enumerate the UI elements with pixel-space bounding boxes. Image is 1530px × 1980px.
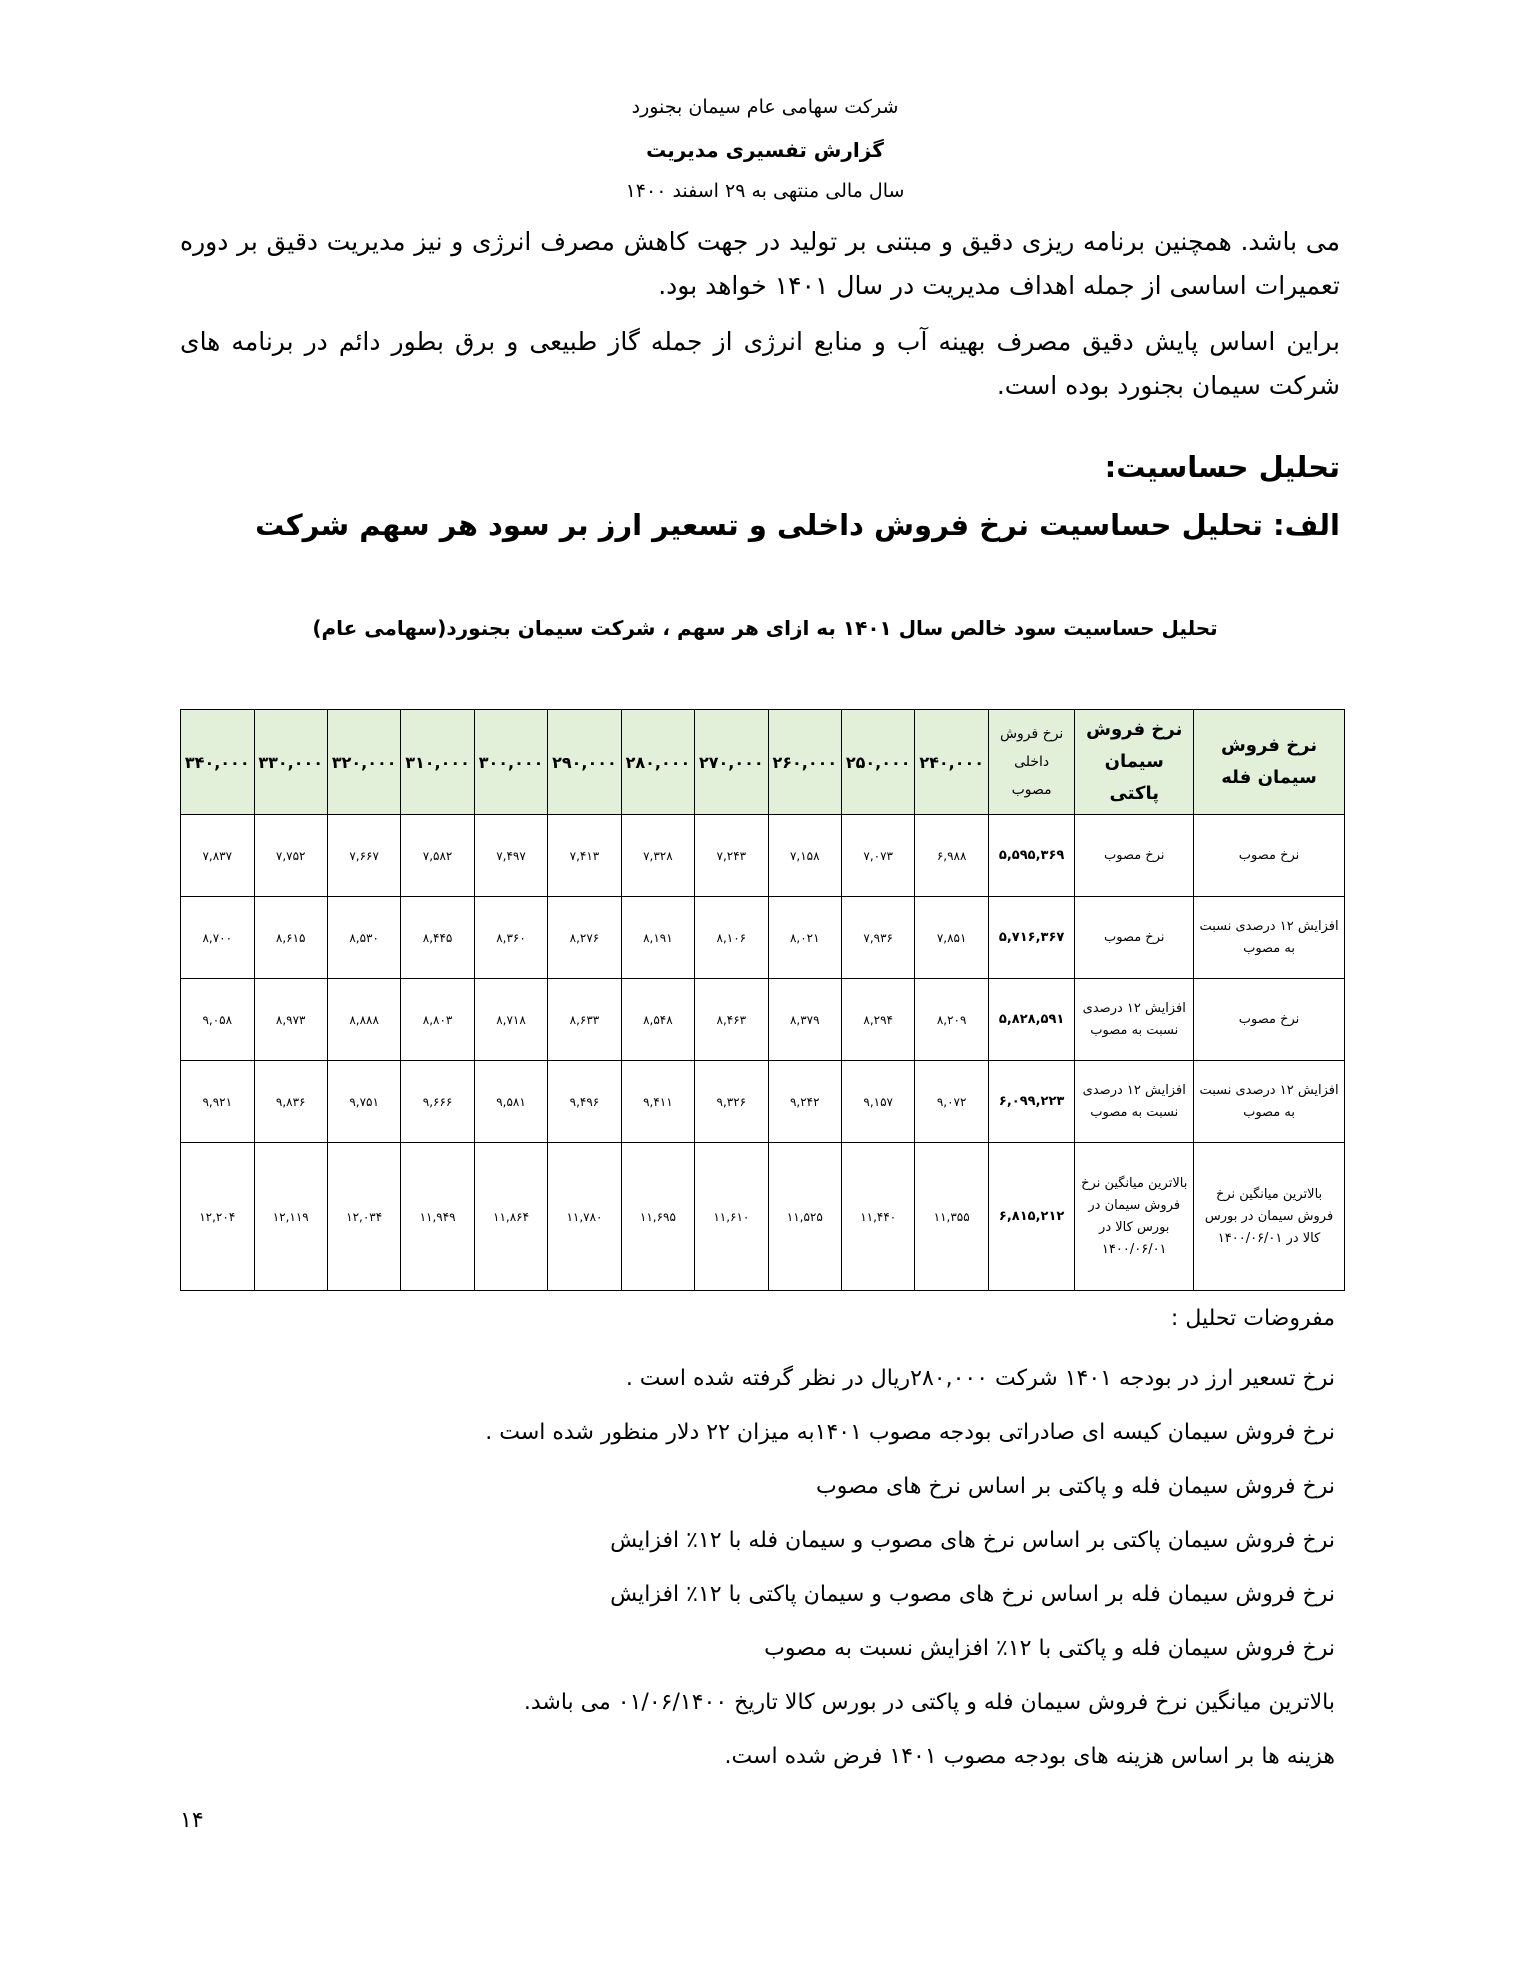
eps-cell: ۷,۷۵۲ <box>254 815 327 897</box>
eps-cell: ۸,۵۳۰ <box>327 897 400 979</box>
header-fx-rate: ۲۸۰,۰۰۰ <box>621 710 694 815</box>
eps-cell: ۸,۶۳۳ <box>548 979 621 1061</box>
eps-cell: ۸,۶۱۵ <box>254 897 327 979</box>
bulk-rate-cell: بالاترین میانگین نرخ فروش سیمان در بورس کالا در ۱۴۰۰/۰۶/۰۱ <box>1194 1143 1345 1291</box>
eps-cell: ۷,۳۲۸ <box>621 815 694 897</box>
section-heading: تحلیل حساسیت: <box>1104 450 1340 484</box>
eps-cell: ۹,۲۴۲ <box>768 1061 841 1143</box>
eps-cell: ۷,۲۴۳ <box>695 815 768 897</box>
eps-cell: ۷,۸۳۷ <box>181 815 255 897</box>
eps-cell: ۸,۲۰۹ <box>915 979 988 1061</box>
eps-cell: ۱۱,۹۴۹ <box>401 1143 474 1291</box>
eps-cell: ۸,۰۲۱ <box>768 897 841 979</box>
eps-cell: ۹,۴۱۱ <box>621 1061 694 1143</box>
eps-cell: ۱۱,۷۸۰ <box>548 1143 621 1291</box>
eps-cell: ۸,۷۰۰ <box>181 897 255 979</box>
eps-cell: ۸,۴۴۵ <box>401 897 474 979</box>
eps-cell: ۸,۵۴۸ <box>621 979 694 1061</box>
eps-cell: ۸,۸۸۸ <box>327 979 400 1061</box>
list-item: هزینه ها بر اساس هزینه های بودجه مصوب ۱۴۰۱ فرض شده است. <box>724 1744 1335 1769</box>
list-item: نرخ فروش سیمان فله و پاکتی بر اساس نرخ های مصوب <box>816 1474 1335 1499</box>
packed-rate-cell: افزایش ۱۲ درصدی نسبت به مصوب <box>1075 979 1194 1061</box>
packed-rate-cell: افزایش ۱۲ درصدی نسبت به مصوب <box>1075 1061 1194 1143</box>
table-row <box>181 1061 1345 1143</box>
header-fx-rate: ۲۷۰,۰۰۰ <box>695 710 768 815</box>
eps-cell: ۷,۴۹۷ <box>474 815 547 897</box>
domestic-rate-cell: ۵,۷۱۶,۳۶۷ <box>988 897 1075 979</box>
bulk-rate-cell: افزایش ۱۲ درصدی نسبت به مصوب <box>1194 1061 1345 1143</box>
table-caption: تحلیل حساسیت سود خالص سال ۱۴۰۱ به ازای هر سهم ، شرکت سیمان بجنورد(سهامی عام) <box>312 616 1218 640</box>
eps-cell: ۹,۰۵۸ <box>181 979 255 1061</box>
eps-cell: ۹,۵۸۱ <box>474 1061 547 1143</box>
eps-cell: ۷,۸۵۱ <box>915 897 988 979</box>
header-fx-rate: ۳۳۰,۰۰۰ <box>254 710 327 815</box>
eps-cell: ۹,۹۲۱ <box>181 1061 255 1143</box>
eps-cell: ۶,۹۸۸ <box>915 815 988 897</box>
header-fx-rate: ۳۲۰,۰۰۰ <box>327 710 400 815</box>
fiscal-period: سال مالی منتهی به ۲۹ اسفند ۱۴۰۰ <box>625 180 905 202</box>
eps-cell: ۷,۰۷۳ <box>842 815 915 897</box>
paragraph-resource-monitoring: براین اساس پایش دقیق مصرف بهینه آب و منابع انرژی از جمله گاز طبیعی و برق بطور دائم در برنامه های شرکت سیمان بجنورد بوده است. <box>180 327 1340 400</box>
eps-cell: ۹,۶۶۶ <box>401 1061 474 1143</box>
header-fx-rate: ۳۱۰,۰۰۰ <box>401 710 474 815</box>
packed-rate-cell: بالاترین میانگین نرخ فروش سیمان در بورس کالا در ۱۴۰۰/۰۶/۰۱ <box>1075 1143 1194 1291</box>
eps-cell: ۷,۴۱۳ <box>548 815 621 897</box>
eps-cell: ۹,۴۹۶ <box>548 1061 621 1143</box>
eps-cell: ۸,۱۹۱ <box>621 897 694 979</box>
domestic-rate-cell: ۶,۰۹۹,۲۲۳ <box>988 1061 1075 1143</box>
header-domestic-rate: نرخ فروش داخلی مصوب <box>988 710 1075 815</box>
table-row <box>181 979 1345 1061</box>
eps-cell: ۱۱,۳۵۵ <box>915 1143 988 1291</box>
header-fx-rate: ۳۰۰,۰۰۰ <box>474 710 547 815</box>
section-subheading: الف: تحلیل حساسیت نرخ فروش داخلی و تسعیر ارز بر سود هر سهم شرکت <box>255 508 1340 542</box>
table-header-row <box>181 710 1345 815</box>
eps-cell: ۱۱,۶۱۰ <box>695 1143 768 1291</box>
assumptions-title: مفروضات تحلیل : <box>1170 1306 1335 1331</box>
list-item: نرخ فروش سیمان پاکتی بر اساس نرخ های مصوب و سیمان فله با ۱۲٪ افزایش <box>610 1528 1335 1553</box>
header-fx-rate: ۳۴۰,۰۰۰ <box>181 710 255 815</box>
eps-cell: ۸,۸۰۳ <box>401 979 474 1061</box>
list-item: نرخ فروش سیمان فله و پاکتی با ۱۲٪ افزایش نسبت به مصوب <box>764 1636 1335 1661</box>
table-row <box>181 897 1345 979</box>
eps-cell: ۱۱,۶۹۵ <box>621 1143 694 1291</box>
eps-cell: ۹,۷۵۱ <box>327 1061 400 1143</box>
eps-cell: ۷,۹۳۶ <box>842 897 915 979</box>
header-fx-rate: ۲۴۰,۰۰۰ <box>915 710 988 815</box>
eps-cell: ۱۱,۸۶۴ <box>474 1143 547 1291</box>
eps-cell: ۸,۹۷۳ <box>254 979 327 1061</box>
bulk-rate-cell: نرخ مصوب <box>1194 979 1345 1061</box>
eps-cell: ۸,۲۹۴ <box>842 979 915 1061</box>
eps-cell: ۱۲,۲۰۴ <box>181 1143 255 1291</box>
domestic-rate-cell: ۶,۸۱۵,۲۱۲ <box>988 1143 1075 1291</box>
eps-cell: ۸,۳۷۹ <box>768 979 841 1061</box>
domestic-rate-cell: ۵,۸۲۸,۵۹۱ <box>988 979 1075 1061</box>
list-item: نرخ فروش سیمان کیسه ای صادراتی بودجه مصوب ۱۴۰۱به میزان ۲۲ دلار منظور شده است . <box>485 1420 1335 1445</box>
eps-cell: ۱۲,۱۱۹ <box>254 1143 327 1291</box>
table-row <box>181 815 1345 897</box>
domestic-rate-cell: ۵,۵۹۵,۳۶۹ <box>988 815 1075 897</box>
page-number: ۱۴ <box>180 1808 204 1833</box>
eps-cell: ۹,۱۵۷ <box>842 1061 915 1143</box>
eps-cell: ۹,۰۷۲ <box>915 1061 988 1143</box>
eps-cell: ۸,۳۶۰ <box>474 897 547 979</box>
eps-cell: ۱۲,۰۳۴ <box>327 1143 400 1291</box>
eps-cell: ۷,۵۸۲ <box>401 815 474 897</box>
header-bulk-rate: نرخ فروش سیمان فله <box>1194 710 1345 815</box>
eps-cell: ۸,۲۷۶ <box>548 897 621 979</box>
paragraph-energy-management: می باشد. همچنین برنامه ریزی دقیق و مبتنی بر تولید در جهت کاهش مصرف انرژی و نیز مدیریت دقیق بر دوره تعمیرات اساسی از جمله اهداف مدیریت در سال ۱۴۰۱ خواهد بود. <box>180 227 1340 300</box>
list-item: نرخ فروش سیمان فله بر اساس نرخ های مصوب و سیمان پاکتی با ۱۲٪ افزایش <box>610 1582 1335 1607</box>
packed-rate-cell: نرخ مصوب <box>1075 897 1194 979</box>
sensitivity-table <box>180 709 1345 1291</box>
list-item: بالاترین میانگین نرخ فروش سیمان فله و پاکتی در بورس کالا تاریخ ۰۱/۰۶/۱۴۰۰ می باشد. <box>523 1690 1335 1715</box>
header-fx-rate: ۲۶۰,۰۰۰ <box>768 710 841 815</box>
eps-cell: ۹,۸۳۶ <box>254 1061 327 1143</box>
eps-cell: ۸,۷۱۸ <box>474 979 547 1061</box>
report-title: گزارش تفسیری مدیریت <box>646 138 884 162</box>
eps-cell: ۸,۱۰۶ <box>695 897 768 979</box>
bulk-rate-cell: افزایش ۱۲ درصدی نسبت به مصوب <box>1194 897 1345 979</box>
header-fx-rate: ۲۵۰,۰۰۰ <box>842 710 915 815</box>
eps-cell: ۷,۱۵۸ <box>768 815 841 897</box>
assumptions-list <box>485 1352 1335 1784</box>
packed-rate-cell: نرخ مصوب <box>1075 815 1194 897</box>
company-name: شرکت سهامی عام سیمان بجنورد <box>631 96 899 118</box>
table-row <box>181 1143 1345 1291</box>
header-fx-rate: ۲۹۰,۰۰۰ <box>548 710 621 815</box>
eps-cell: ۹,۳۲۶ <box>695 1061 768 1143</box>
bulk-rate-cell: نرخ مصوب <box>1194 815 1345 897</box>
eps-cell: ۷,۶۶۷ <box>327 815 400 897</box>
eps-cell: ۸,۴۶۳ <box>695 979 768 1061</box>
eps-cell: ۱۱,۴۴۰ <box>842 1143 915 1291</box>
eps-cell: ۱۱,۵۲۵ <box>768 1143 841 1291</box>
list-item: نرخ تسعیر ارز در بودجه ۱۴۰۱ شرکت ۲۸۰,۰۰۰ریال در نظر گرفته شده است . <box>625 1366 1335 1391</box>
header-packed-rate: نرخ فروش سیمان پاکتی <box>1075 710 1194 815</box>
